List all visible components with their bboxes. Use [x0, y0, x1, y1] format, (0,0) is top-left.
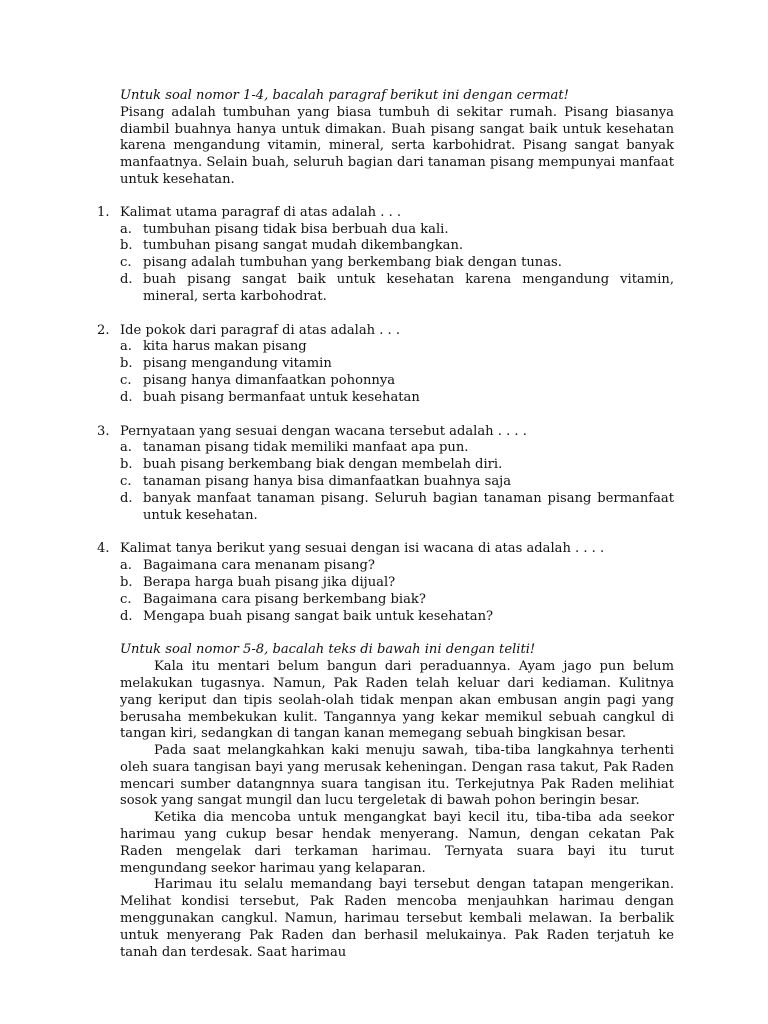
option-c [120, 255, 674, 272]
option-letter: d. [120, 389, 133, 405]
story-paragraph-2: Pada saat melangkahkan kaki menuju sawah, tiba-tiba langkahnya terhenti oleh suara tangisan bayi yang merusak keheningan. Dengan rasa takut, Pak Raden mencari sumber datangnnya suara tangisan itu. Terkejutnya Pak Raden melihiat sosok yang sangat mungil dan lucu tergeletak di bawah pohon beringin besar. [120, 743, 674, 809]
question-number: 2. [97, 322, 110, 338]
option-letter: c. [120, 591, 132, 607]
question-2 [97, 322, 674, 407]
option-text: Mengapa buah pisang sangat baik untuk kesehatan? [143, 608, 494, 624]
option-letter: b. [120, 574, 133, 590]
option-text: pisang adalah tumbuhan yang berkembang biak dengan tunas. [143, 255, 562, 271]
option-text: Bagaimana cara pisang berkembang biak? [143, 591, 426, 607]
option-text: pisang hanya dimanfaatkan pohonnya [143, 372, 396, 388]
question-text: Pernyataan yang sesuai dengan wacana tersebut adalah . . . . [120, 423, 527, 439]
question-text: Kalimat utama paragraf di atas adalah . . . [120, 204, 402, 220]
option-b [120, 238, 674, 255]
option-list [120, 222, 674, 306]
option-letter: b. [120, 457, 133, 473]
section1-instruction: Untuk soal nomor 1-4, bacalah paragraf berikut ini dengan cermat! [120, 88, 569, 103]
section2-instruction: Untuk soal nomor 5-8, bacalah teks di bawah ini dengan teliti! [120, 642, 536, 658]
option-letter: d. [120, 490, 133, 506]
option-a [120, 440, 674, 457]
option-text: buah pisang berkembang biak dengan membelah diri. [143, 457, 503, 473]
option-list [120, 558, 674, 625]
option-text: tumbuhan pisang tidak bisa berbuah dua kali. [143, 221, 449, 237]
option-c [120, 474, 674, 491]
question-3 [97, 423, 674, 525]
option-a [120, 558, 674, 575]
story-paragraph-1: Kala itu mentari belum bangun dari peraduannya. Ayam jago pun belum melakukan tugasnya. Namun, Pak Raden telah keluar dari kediaman. Kulitnya yang keriput dan tipis seolah-olah tidak menpan akan embusan angin pagi yang berusaha membekukan kulit. Tangannya yang kekar memikul sebuah cangkul di tangan kiri, sedangkan di tangan kanan memegang sebuah bingkisan besar. [120, 659, 674, 742]
option-b [120, 356, 674, 373]
option-letter: d. [120, 608, 133, 624]
option-letter: a. [120, 339, 132, 355]
option-text: Bagaimana cara menanam pisang? [143, 558, 375, 574]
option-d [120, 609, 674, 626]
question-text: Kalimat tanya berikut yang sesuai dengan isi wacana di atas adalah . . . . [120, 541, 605, 557]
story-paragraph-4: Harimau itu selalu memandang bayi tersebut dengan tatapan mengerikan. Melihat kondisi tersebut, Pak Raden mencoba menjauhkan harimau dengan menggunakan cangkul. Namun, harimau tersebut kembali melawan. Ia berbalik untuk menyerang Pak Raden dan berhasil melukainya. Pak Raden terjatuh ke tanah dan terdesak. Saat harimau [120, 877, 674, 960]
option-text: tanaman pisang tidak memiliki manfaat apa pun. [143, 440, 469, 456]
question-number: 3. [97, 423, 110, 439]
option-a [120, 222, 674, 239]
option-text: buah pisang sangat baik untuk kesehatan karena mengandung vitamin, mineral, serta karbohodrat. [143, 271, 674, 304]
option-text: tumbuhan pisang sangat mudah dikembangkan. [143, 238, 464, 254]
option-text: banyak manfaat tanaman pisang. Seluruh bagian tanaman pisang bermanfaat untuk kesehatan. [143, 490, 674, 523]
option-list [120, 440, 674, 524]
option-c [120, 592, 674, 609]
option-letter: b. [120, 356, 133, 372]
option-letter: a. [120, 440, 132, 456]
option-d [120, 491, 674, 525]
option-letter: b. [120, 238, 133, 254]
question-number: 1. [97, 204, 110, 220]
option-text: pisang mengandung vitamin [143, 356, 332, 372]
option-d [120, 272, 674, 306]
option-b [120, 457, 674, 474]
option-letter: d. [120, 271, 133, 287]
option-text: tanaman pisang hanya bisa dimanfaatkan buahnya saja [143, 473, 512, 489]
option-text: kita harus makan pisang [143, 339, 307, 355]
worksheet-content [97, 88, 674, 961]
option-text: buah pisang bermanfaat untuk kesehatan [143, 389, 420, 405]
story-paragraph-3: Ketika dia mencoba untuk mengangkat bayi kecil itu, tiba-tiba ada seekor harimau yang cukup besar hendak menyerang. Namun, dengan cekatan Pak Raden mengelak dari terkaman harimau. Ternyata suara bayi itu turut mengundang seekor harimau yang kelaparan. [120, 810, 674, 876]
option-c [120, 373, 674, 390]
question-number: 4. [97, 541, 110, 557]
question-4 [97, 541, 674, 625]
option-letter: c. [120, 255, 132, 271]
option-d [120, 390, 674, 407]
section1-paragraph: Pisang adalah tumbuhan yang biasa tumbuh di sekitar rumah. Pisang biasanya diambil buahnya hanya untuk dimakan. Buah pisang sangat baik untuk kesehatan karena mengandung vitamin, mineral, serta karbohidrat. Pisang sangat banyak manfaatnya. Selain buah, seluruh bagian dari tanaman pisang mempunyai manfaat untuk kesehatan. [120, 104, 674, 187]
question-text: Ide pokok dari paragraf di atas adalah . . . [120, 322, 401, 338]
option-b [120, 575, 674, 592]
question-1 [97, 204, 674, 306]
option-a [120, 339, 674, 356]
option-letter: a. [120, 558, 132, 574]
option-letter: c. [120, 372, 132, 388]
option-letter: c. [120, 473, 132, 489]
option-text: Berapa harga buah pisang jika dijual? [143, 574, 396, 590]
option-letter: a. [120, 221, 132, 237]
option-list [120, 339, 674, 406]
